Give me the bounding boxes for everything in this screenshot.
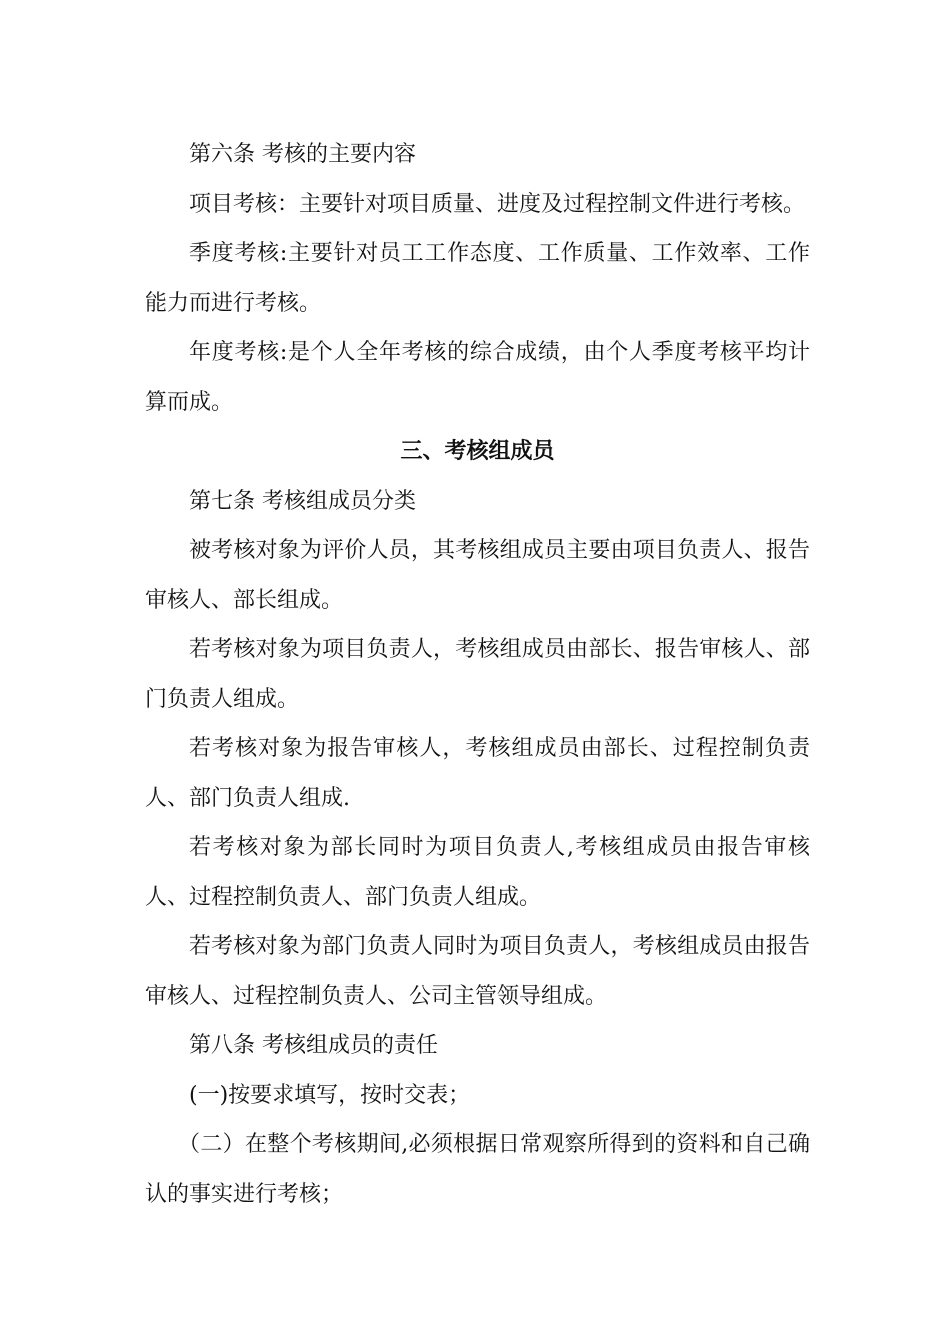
report-reviewer-members-paragraph: 若考核对象为报告审核人，考核组成员由部长、过程控制负责人、部门负责人组成. — [145, 736, 810, 811]
department-head-members-paragraph: 若考核对象为部门负责人同时为项目负责人，考核组成员由报告审核人、过程控制负责人、公司主管领导组成。 — [145, 934, 810, 1009]
document-body — [145, 130, 810, 1219]
minister-members-paragraph: 若考核对象为部长同时为项目负责人,考核组成员由报告审核人、过程控制负责人、部门负责人组成。 — [145, 835, 810, 910]
duty-item-2: （二）在整个考核期间,必须根据日常观察所得到的资料和自己确认的事实进行考核； — [145, 1132, 810, 1207]
evaluator-members-paragraph: 被考核对象为评价人员，其考核组成员主要由项目负责人、报告审核人、部长组成。 — [145, 538, 810, 613]
article-8-title: 第八条 考核组成员的责任 — [189, 1033, 438, 1058]
quarterly-assessment-paragraph: 季度考核:主要针对员工工作态度、工作质量、工作效率、工作能力而进行考核。 — [145, 241, 810, 316]
section-heading: 三、考核组成员 — [400, 438, 555, 464]
article-6-title: 第六条 考核的主要内容 — [189, 142, 416, 167]
duty-item-1: (一)按要求填写，按时交表； — [189, 1082, 471, 1108]
project-assessment-paragraph: 项目考核：主要针对项目质量、进度及过程控制文件进行考核。 — [189, 191, 806, 217]
article-7-title: 第七条 考核组成员分类 — [189, 488, 416, 514]
annual-assessment-paragraph: 年度考核:是个人全年考核的综合成绩，由个人季度考核平均计算而成。 — [145, 340, 810, 415]
project-lead-members-paragraph: 若考核对象为项目负责人，考核组成员由部长、报告审核人、部门负责人组成。 — [145, 637, 810, 712]
